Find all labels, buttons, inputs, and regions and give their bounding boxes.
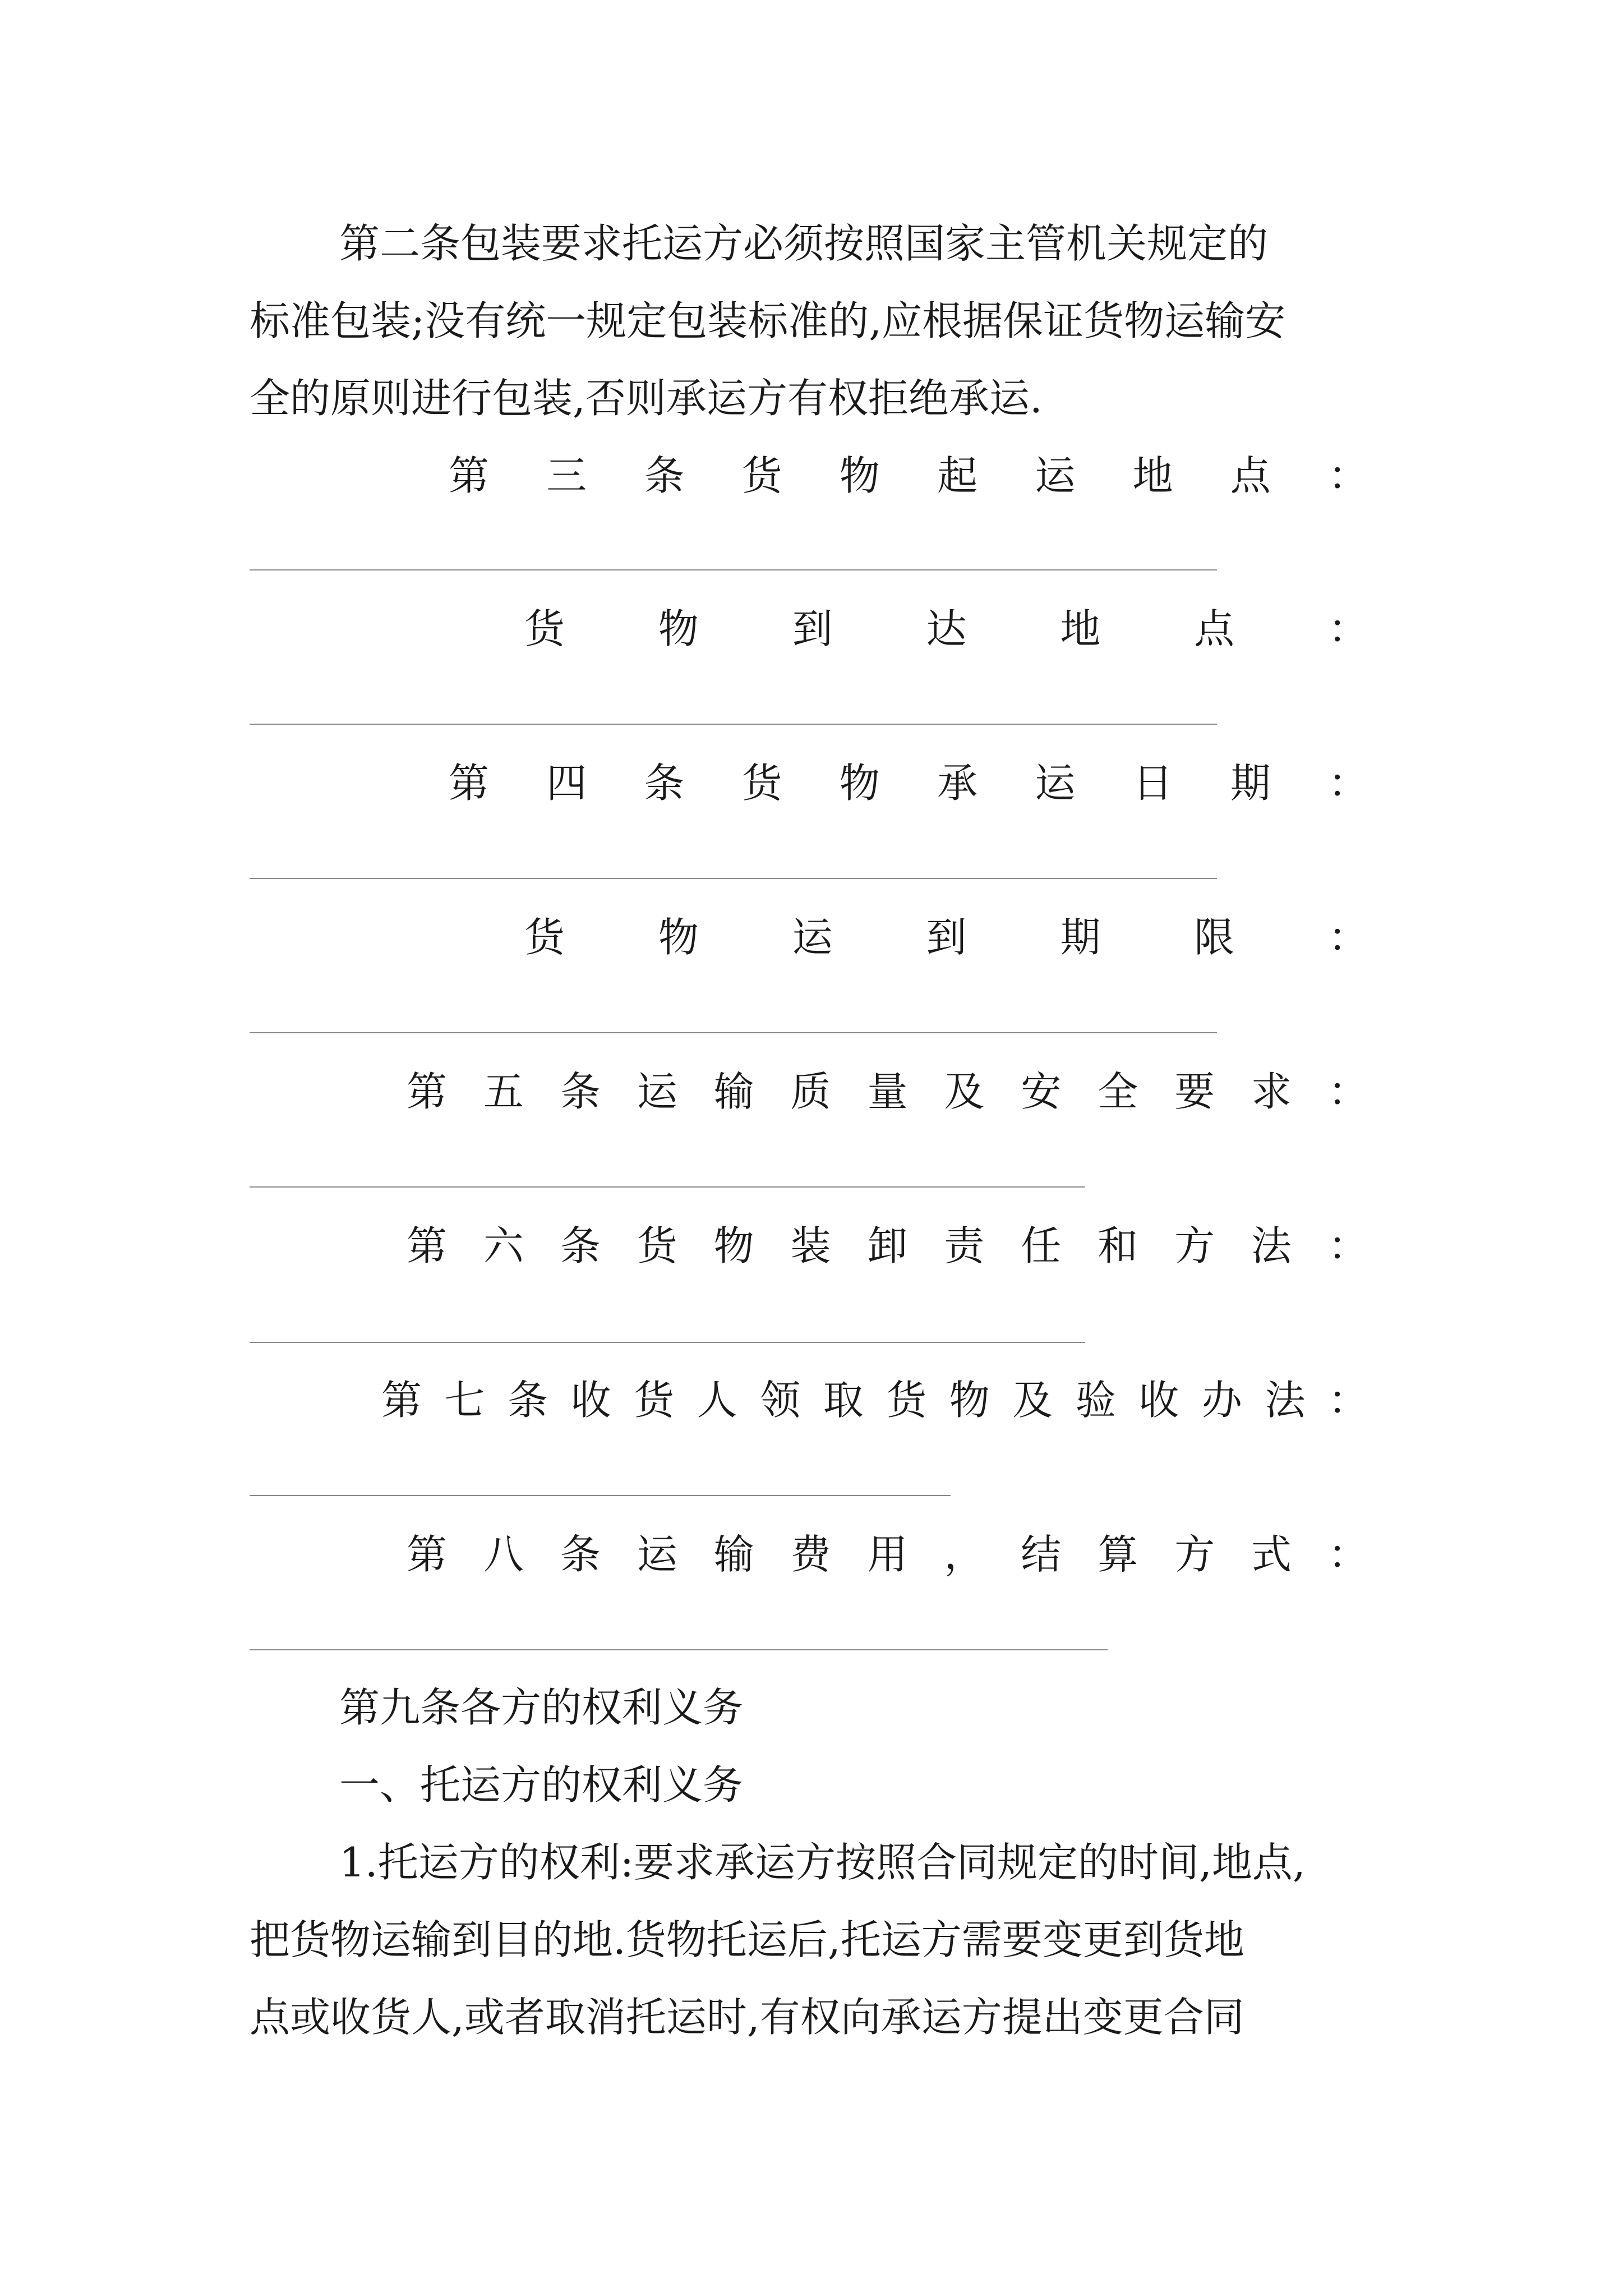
article3-destination-blank[interactable]	[250, 724, 1217, 725]
article7-blank[interactable]	[250, 1495, 951, 1496]
label-char: 地	[1132, 452, 1173, 499]
label-char: 七	[444, 1377, 485, 1424]
label-char: 物	[839, 760, 880, 807]
label-char: ：	[1327, 452, 1368, 499]
label-char: ：	[1327, 914, 1368, 961]
label-char: 货	[637, 1222, 677, 1269]
label-char: 收	[1138, 1377, 1179, 1424]
label-char: 运	[637, 1068, 677, 1115]
article8-label	[407, 1531, 1368, 1578]
article2-line3: 全的原则进行包装,否则承运方有权拒绝承运.	[250, 375, 1043, 422]
label-char: 承	[937, 760, 978, 807]
label-char: ：	[1327, 760, 1368, 807]
article4-date-label	[449, 760, 1368, 807]
article9-item1-line3: 点或收货人,或者取消托运时,有权向承运方提出变更合同	[250, 1994, 1244, 2041]
label-char: 方	[1174, 1222, 1215, 1269]
label-char: 物	[658, 914, 699, 961]
label-char: 运	[1035, 760, 1076, 807]
label-char: 起	[937, 452, 978, 499]
article4-deadline-label	[524, 914, 1368, 961]
label-char: 量	[867, 1068, 908, 1115]
label-char: ：	[1327, 1222, 1368, 1269]
label-char: 日	[1132, 760, 1173, 807]
label-char: 收	[570, 1377, 611, 1424]
label-char: 第	[381, 1377, 422, 1424]
label-char: 条	[644, 452, 685, 499]
label-char: 货	[741, 452, 782, 499]
label-char: 结	[1021, 1531, 1062, 1578]
article9-section1: 一、托运方的权利义务	[339, 1761, 744, 1809]
label-char: 及	[1012, 1377, 1053, 1424]
article9-title: 第九条各方的权利义务	[339, 1684, 744, 1731]
label-char: 法	[1265, 1377, 1306, 1424]
label-char: 取	[823, 1377, 864, 1424]
label-char: 运	[792, 914, 833, 961]
label-char: 货	[886, 1377, 927, 1424]
label-char: 条	[560, 1068, 601, 1115]
label-char: 条	[508, 1377, 548, 1424]
label-char: 全	[1098, 1068, 1138, 1115]
label-char: 要	[1174, 1068, 1215, 1115]
label-char: 点	[1194, 605, 1235, 652]
label-char: 到	[792, 605, 833, 652]
label-char: 地	[1060, 605, 1101, 652]
label-char: ：	[1327, 1068, 1368, 1115]
label-char: 任	[1021, 1222, 1062, 1269]
article5-label	[407, 1068, 1368, 1115]
label-char: 算	[1098, 1531, 1138, 1578]
label-char: 用	[867, 1531, 908, 1578]
label-char: 货	[524, 914, 565, 961]
label-char: 货	[634, 1377, 675, 1424]
label-char: 第	[449, 760, 490, 807]
label-char: 货	[524, 605, 565, 652]
label-char: 期	[1060, 914, 1101, 961]
label-char: 第	[407, 1531, 448, 1578]
label-char: 及	[944, 1068, 985, 1115]
article3-origin-blank[interactable]	[250, 569, 1217, 570]
article3-destination-label	[524, 605, 1368, 652]
label-char: 六	[483, 1222, 524, 1269]
label-char: 验	[1075, 1377, 1116, 1424]
article2-line1: 第二条包装要求托运方必须按照国家主管机关规定的	[339, 220, 1269, 267]
label-char: 第	[449, 452, 490, 499]
label-char: 方	[1174, 1531, 1215, 1578]
label-char: 五	[483, 1068, 524, 1115]
label-char: ：	[1327, 1377, 1368, 1424]
label-char: ，	[944, 1531, 985, 1578]
label-char: 条	[644, 760, 685, 807]
label-char: 物	[839, 452, 880, 499]
label-char: 第	[407, 1222, 448, 1269]
label-char: 条	[560, 1531, 601, 1578]
label-char: 安	[1021, 1068, 1062, 1115]
label-char: 条	[560, 1222, 601, 1269]
label-char: 限	[1194, 914, 1235, 961]
label-char: 法	[1251, 1222, 1292, 1269]
label-char: 装	[790, 1222, 831, 1269]
article7-label	[381, 1377, 1368, 1424]
article4-deadline-blank[interactable]	[250, 1032, 1217, 1033]
label-char: 责	[944, 1222, 985, 1269]
label-char: 四	[546, 760, 587, 807]
article9-item1-line2: 把货物运输到目的地.货物托运后,托运方需要变更到货地	[250, 1916, 1244, 1963]
article4-date-blank[interactable]	[250, 878, 1217, 879]
label-char: 输	[713, 1068, 754, 1115]
label-char: 卸	[867, 1222, 908, 1269]
label-char: 质	[790, 1068, 831, 1115]
article2-line2: 标准包装;没有统一规定包装标准的,应根据保证货物运输安	[250, 297, 1286, 344]
article6-label	[407, 1222, 1368, 1269]
label-char: 人	[697, 1377, 737, 1424]
label-char: ：	[1327, 1531, 1368, 1578]
label-char: 期	[1230, 760, 1271, 807]
label-char: 物	[949, 1377, 990, 1424]
label-char: 到	[926, 914, 967, 961]
article6-blank[interactable]	[250, 1342, 1085, 1343]
article9-item1-line1: 1.托运方的权利:要求承运方按照合同规定的时间,地点,	[339, 1839, 1306, 1886]
label-char: 达	[926, 605, 967, 652]
label-char: 第	[407, 1068, 448, 1115]
label-char: 求	[1251, 1068, 1292, 1115]
label-char: 八	[483, 1531, 524, 1578]
article8-blank[interactable]	[250, 1649, 1108, 1650]
label-char: 物	[713, 1222, 754, 1269]
label-char: 运	[1035, 452, 1076, 499]
label-char: 货	[741, 760, 782, 807]
label-char: 运	[637, 1531, 677, 1578]
label-char: 输	[713, 1531, 754, 1578]
article5-blank[interactable]	[250, 1186, 1085, 1188]
label-char: 领	[760, 1377, 801, 1424]
label-char: ：	[1327, 605, 1368, 652]
label-char: 办	[1201, 1377, 1242, 1424]
label-char: 和	[1098, 1222, 1138, 1269]
label-char: 费	[790, 1531, 831, 1578]
label-char: 式	[1251, 1531, 1292, 1578]
article3-origin-label	[449, 452, 1368, 499]
label-char: 物	[658, 605, 699, 652]
label-char: 三	[546, 452, 587, 499]
label-char: 点	[1230, 452, 1271, 499]
